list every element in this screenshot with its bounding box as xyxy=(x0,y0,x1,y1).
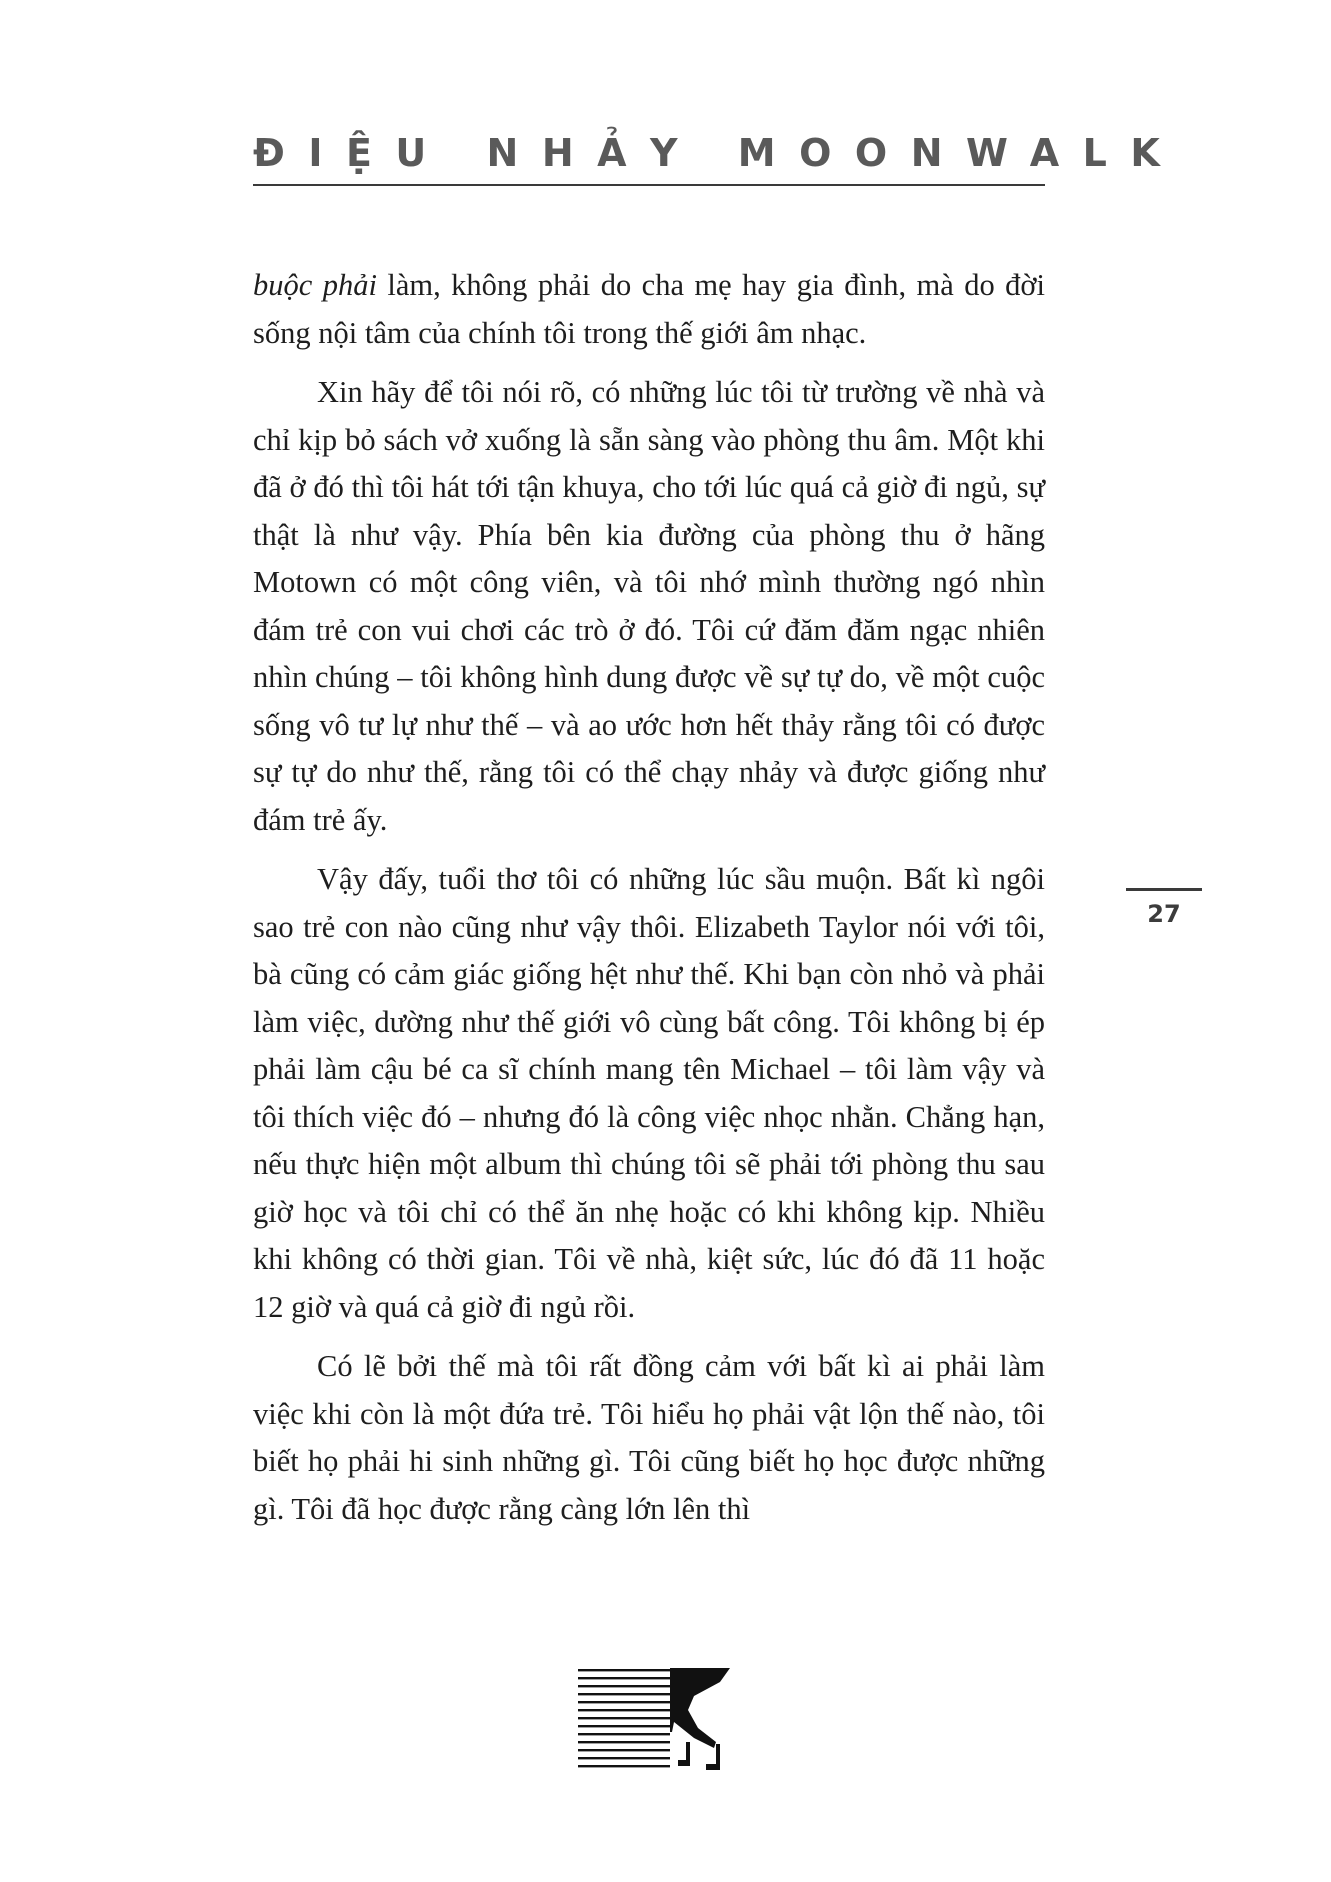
running-head-title: ĐIỆU NHẢY MOONWALK xyxy=(253,131,1184,175)
paragraph-3: Vậy đấy, tuổi thơ tôi có những lúc sầu muộn. Bất kì ngôi sao trẻ con nào cũng như vậy thôi. Elizabeth Taylor nói với tôi, bà cũng có cảm giác giống hệt như thế. Khi bạn còn nhỏ và phải làm việc, dường như thế giới vô cùng bất công. Tôi không bị ép phải làm cậu bé ca sĩ chính mang tên Michael – tôi làm vậy và tôi thích việc đó – nhưng đó là công việc nhọc nhằn. Chẳng hạn, nếu thực hiện một album thì chúng tôi sẽ phải tới phòng thu sau giờ học và tôi chỉ có thể ăn nhẹ hoặc có khi không kịp. Nhiều khi không có thời gian. Tôi về nhà, kiệt sức, lúc đó đã 11 hoặc 12 giờ và quá cả giờ đi ngủ rồi. xyxy=(253,862,1045,1324)
moonwalk-feet-icon xyxy=(578,1668,732,1773)
page-number: 27 xyxy=(1147,900,1181,928)
paragraph-4: Có lẽ bởi thế mà tôi rất đồng cảm với bất kì ai phải làm việc khi còn là một đứa trẻ. Tôi hiểu họ phải vật lộn thế nào, tôi biết họ phải hi sinh những gì. Tôi cũng biết họ học được những gì. Tôi đã học được rằng càng lớn lên thì xyxy=(253,1349,1045,1526)
paragraph-1-text: làm, không phải do cha mẹ hay gia đình, mà do đời sống nội tâm của chính tôi trong thế giới âm nhạc. xyxy=(253,268,1045,350)
header-rule xyxy=(253,184,1045,186)
paragraph-2: Xin hãy để tôi nói rõ, có những lúc tôi từ trường về nhà và chỉ kịp bỏ sách vở xuống là sẵn sàng vào phòng thu âm. Một khi đã ở đó thì tôi hát tới tận khuya, cho tới lúc quá cả giờ đi ngủ, sự thật là như vậy. Phía bên kia đường của phòng thu ở hãng Motown có một công viên, và tôi nhớ mình thường ngó nhìn đám trẻ con vui chơi các trò ở đó. Tôi cứ đăm đăm ngạc nhiên nhìn chúng – tôi không hình dung được về sự tự do, về một cuộc sống vô tư lự như thế – và ao ước hơn hết thảy rằng tôi có được sự tự do như thế, rằng tôi có thể chạy nhảy và được giống như đám trẻ ấy. xyxy=(253,375,1045,837)
page-number-rule xyxy=(1126,888,1202,891)
paragraph-1 xyxy=(253,262,1045,357)
body-text xyxy=(253,262,1045,1545)
paragraph-1-emphasis: buộc phải xyxy=(253,268,377,302)
